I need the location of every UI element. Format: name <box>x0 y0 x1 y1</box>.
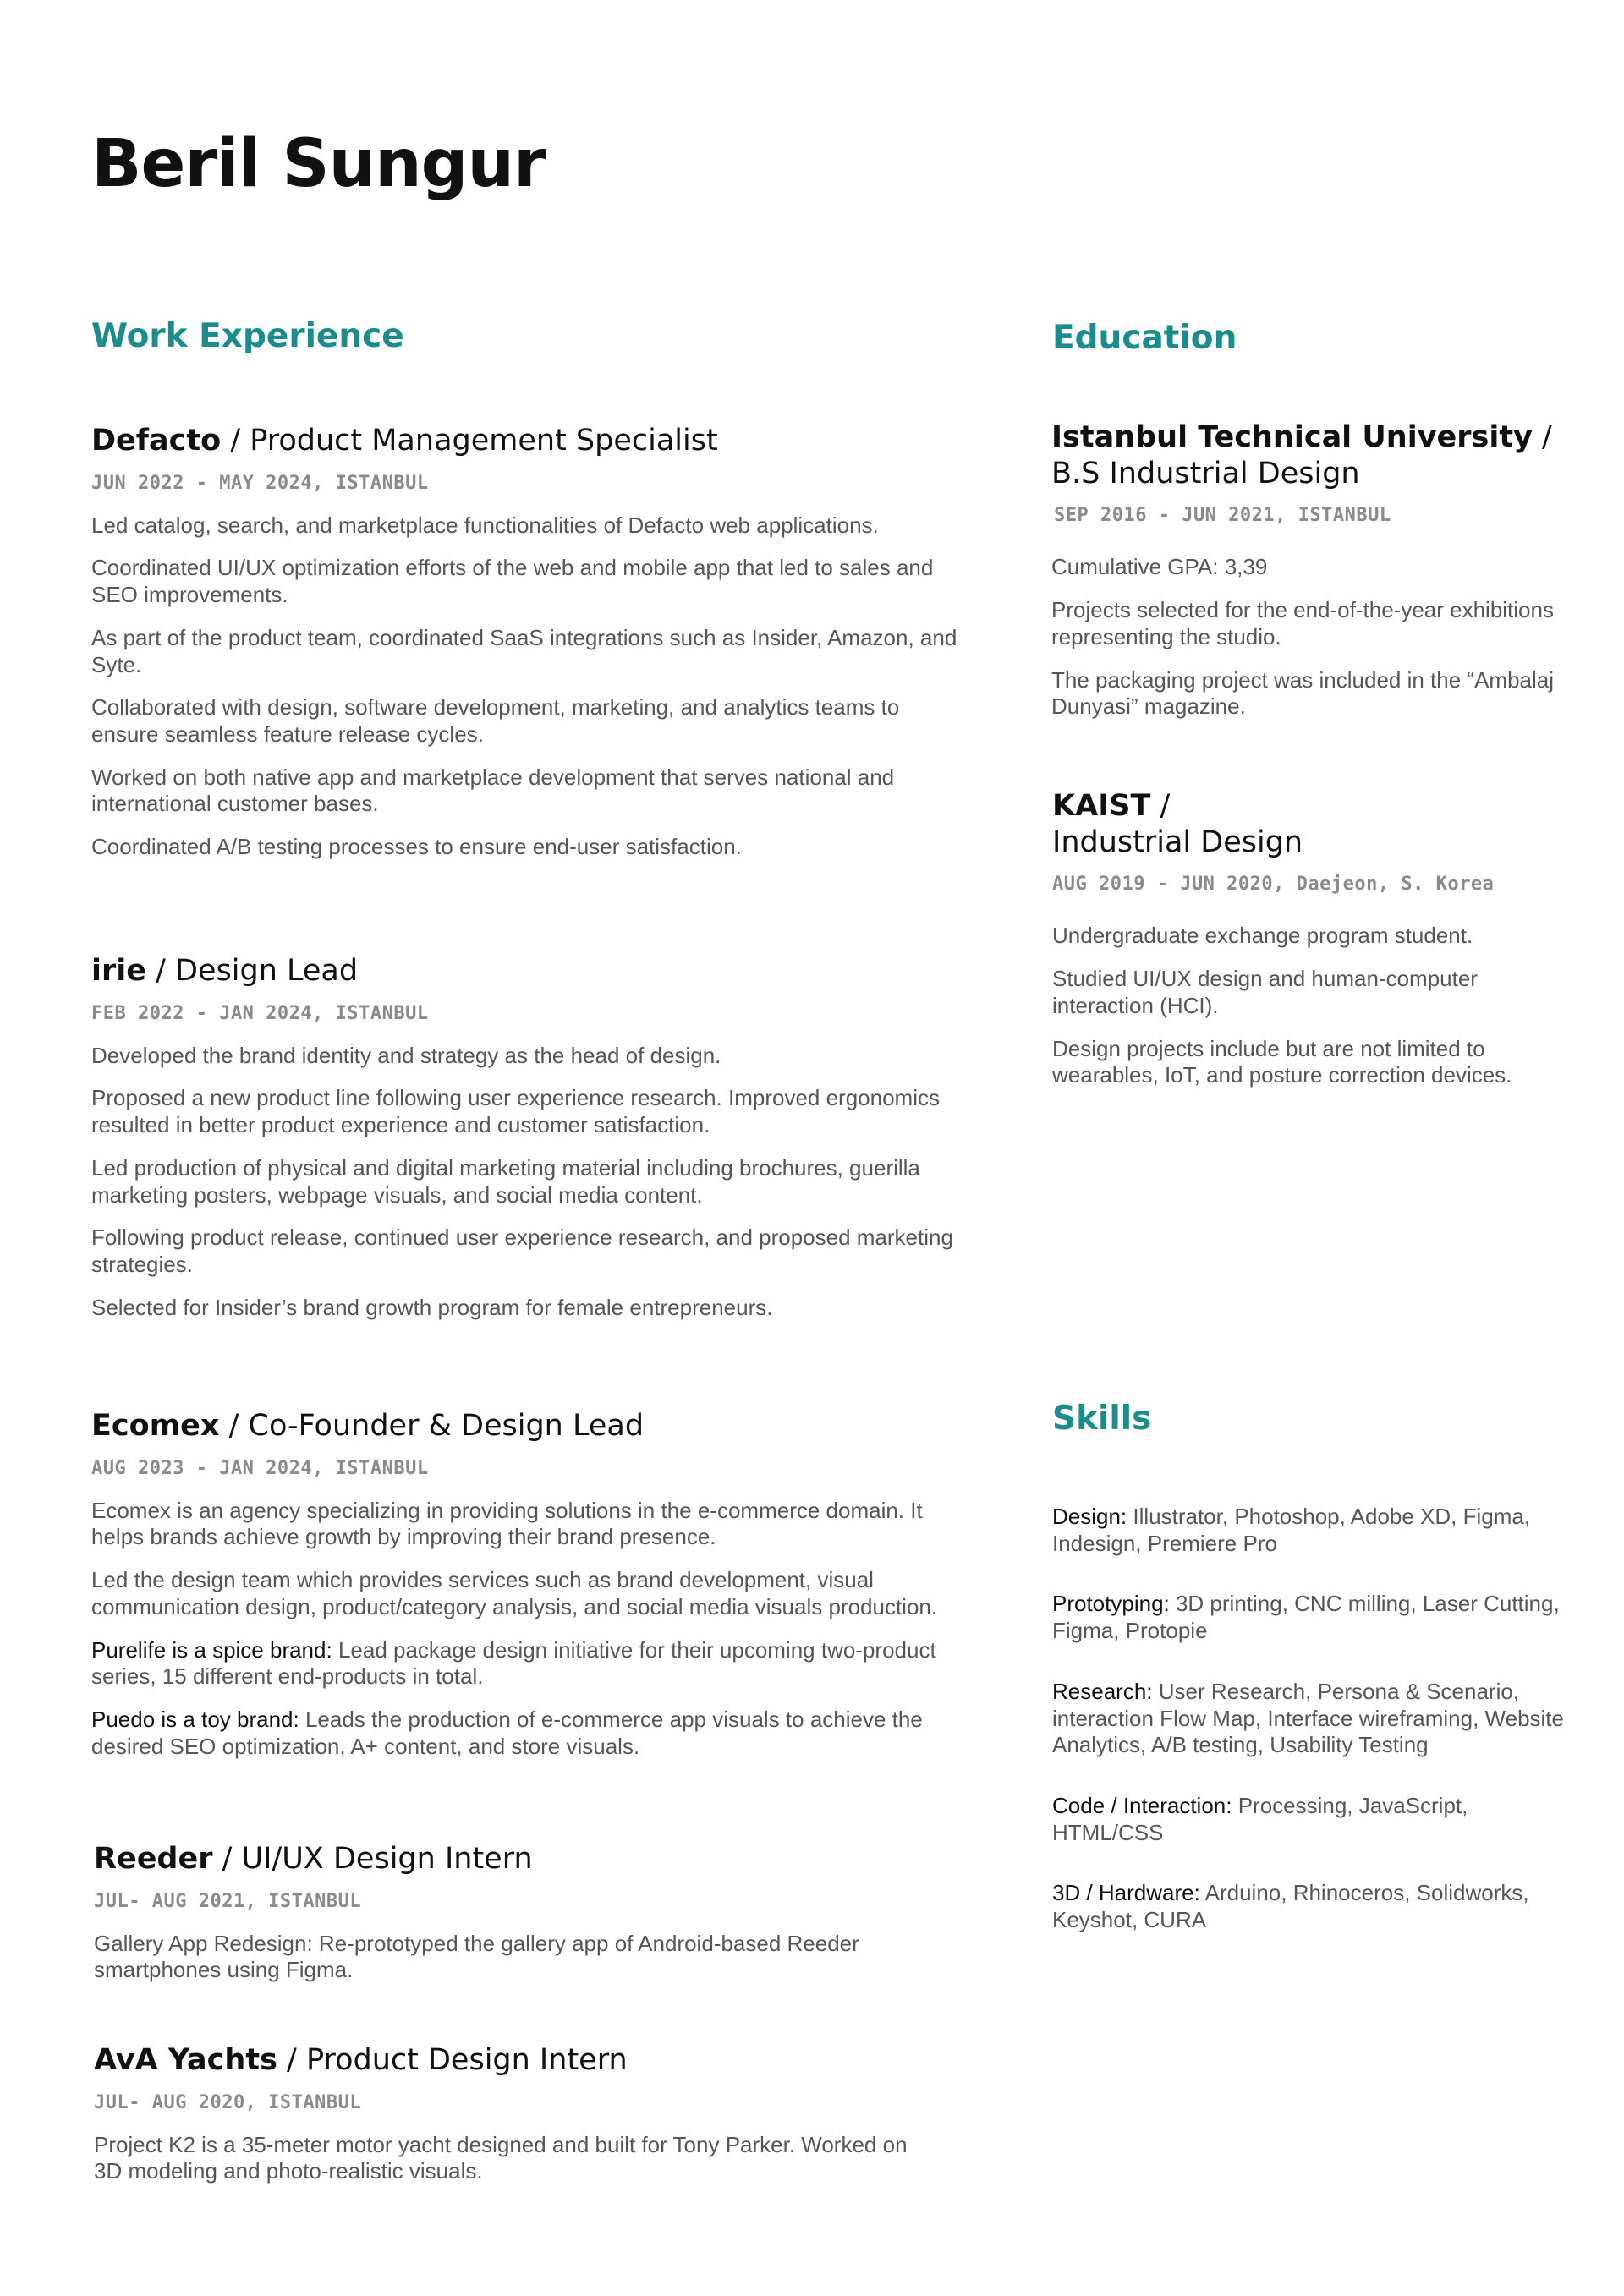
education-detail-item: Design projects include but are not limited to wearables, IoT, and posture correction devices. <box>1052 1035 1512 1088</box>
skill-values: Processing, JavaScript, HTML/CSS <box>1052 1793 1468 1845</box>
title-separator: / <box>221 424 250 458</box>
title-separator: / <box>146 954 176 988</box>
job-role: UI/UX Design Intern <box>241 1842 533 1876</box>
education-detail-item: Projects selected for the end-of-the-year exhibitions representing the studio. <box>1051 597 1554 649</box>
work-detail-item: Proposed a new product line following user experience research. Improved ergonomics resulted in better product experience and customer satisfaction. <box>91 1085 940 1138</box>
work-detail-item: Following product release, continued user experience research, and proposed marketing strategies. <box>91 1225 953 1277</box>
work-detail-item: As part of the product team, coordinated SaaS integrations such as Insider, Amazon, and Syte. <box>91 624 957 677</box>
brand-detail: Leads the production of e-commerce app visuals to achieve the desired SEO optimization, A+ content, and store visuals. <box>91 1707 923 1759</box>
education-detail-item: Cumulative GPA: 3,39 <box>1051 554 1268 580</box>
skill-research <box>1052 1679 1568 1759</box>
skill-values: 3D printing, CNC milling, Laser Cutting, Figma, Protopie <box>1052 1591 1560 1644</box>
work-date: JUN 2022 - MAY 2024, ISTANBUL <box>91 472 429 494</box>
education-date: AUG 2019 - JUN 2020, Daejeon, S. Korea <box>1052 874 1495 896</box>
education-entry-kaist <box>1052 788 1577 1105</box>
skill-code-interaction <box>1052 1793 1568 1846</box>
skill-design <box>1052 1504 1568 1557</box>
work-detail-item: Ecomex is an agency specializing in providing solutions in the e-commerce domain. It helps brands achieve growth by improving their brand presence. <box>91 1497 923 1550</box>
education-heading: Education <box>1052 319 1237 357</box>
education-detail-item: Undergraduate exchange program student. <box>1052 923 1473 949</box>
work-details <box>91 1498 963 1761</box>
education-details <box>1052 923 1577 1089</box>
work-detail-item: Developed the brand identity and strategy as the head of design. <box>91 1042 721 1068</box>
skill-label: Code / Interaction: <box>1052 1793 1232 1819</box>
title-separator: / <box>212 1842 242 1876</box>
skills-list <box>1052 1504 1568 1968</box>
skill-prototyping <box>1052 1591 1568 1644</box>
education-detail-item: The packaging project was included in the “Ambalaj Dunyasi” magazine. <box>1051 666 1555 720</box>
title-separator: / <box>1532 420 1552 454</box>
work-entry-title <box>94 2042 940 2079</box>
degree-name: B.S Industrial Design <box>1051 456 1360 490</box>
company-name: Reeder <box>94 1842 213 1876</box>
education-detail-item: Studied UI/UX design and human-computer interaction (HCI). <box>1052 966 1478 1018</box>
company-name: Ecomex <box>91 1409 220 1443</box>
resume-name: Beril Sungur <box>91 126 546 202</box>
work-date: AUG 2023 - JAN 2024, ISTANBUL <box>91 1457 429 1479</box>
brand-detail: Lead package design initiative for their upcoming two-product series, 15 different end-products in total. <box>91 1636 936 1690</box>
skill-3d-hardware <box>1052 1880 1568 1933</box>
work-detail-item: Led production of physical and digital marketing material including brochures, guerilla marketing posters, webpage visuals, and social media content. <box>91 1154 920 1208</box>
job-role: Co-Founder & Design Lead <box>248 1409 645 1443</box>
work-detail-item: Worked on both native app and marketplace development that serves national and international customer bases. <box>91 764 895 817</box>
work-details <box>94 1931 940 1984</box>
title-separator: / <box>277 2043 306 2077</box>
education-entry-title <box>1052 788 1577 860</box>
skill-values: Illustrator, Photoshop, Adobe XD, Figma, Indesign, Premiere Pro <box>1052 1504 1531 1556</box>
education-entry-itu <box>1051 419 1576 737</box>
skill-values: Arduino, Rhinoceros, Solidworks, Keyshot, CURA <box>1052 1880 1529 1933</box>
skill-label: Research: <box>1052 1678 1153 1704</box>
education-entry-title <box>1051 419 1576 491</box>
work-detail-item: Project K2 is a 35-meter motor yacht designed and built for Tony Parker. Worked on 3D modeling and photo-realistic visuals. <box>94 2131 908 2184</box>
work-entry-reeder <box>94 1841 940 2000</box>
skill-values: User Research, Persona & Scenario, interaction Flow Map, Interface wireframing, Website Analytics, A/B testing, Usability Testing <box>1052 1678 1564 1758</box>
work-experience-heading: Work Experience <box>91 317 404 355</box>
work-detail-item: Led the design team which provides services such as brand development, visual communication design, product/category analysis, and social media visuals production. <box>91 1567 938 1619</box>
skill-label: Prototyping: <box>1052 1591 1170 1617</box>
work-detail-item: Collaborated with design, software development, marketing, and analytics teams to ensure seamless feature release cycles. <box>91 694 900 747</box>
skill-label: 3D / Hardware: <box>1052 1880 1200 1906</box>
job-role: Product Management Specialist <box>250 424 718 458</box>
company-name: Defacto <box>91 424 222 458</box>
work-entry-defacto <box>91 423 963 877</box>
work-detail-item <box>91 1637 963 1690</box>
job-role: Product Design Intern <box>305 2043 628 2077</box>
work-entry-title <box>91 423 963 459</box>
work-detail-item: Coordinated UI/UX optimization efforts of the web and mobile app that led to sales and SEO improvements. <box>91 555 934 608</box>
work-entry-title <box>91 953 963 989</box>
work-entry-irie <box>91 953 963 1337</box>
work-details <box>91 1043 963 1322</box>
work-detail-item: Gallery App Redesign: Re-prototyped the gallery app of Android-based Reeder smartphones using Figma. <box>94 1930 859 1983</box>
job-role: Design Lead <box>175 954 359 988</box>
brand-lead: Puedo is a toy brand: <box>91 1707 299 1732</box>
school-name: KAIST <box>1052 789 1151 823</box>
work-entry-title <box>94 1841 940 1877</box>
degree-name: Industrial Design <box>1052 825 1303 859</box>
education-details <box>1051 554 1576 721</box>
work-details <box>94 2132 940 2185</box>
skills-heading: Skills <box>1052 1400 1152 1438</box>
company-name: irie <box>91 954 146 988</box>
work-detail-item: Selected for Insider’s brand growth program for female entrepreneurs. <box>91 1294 773 1320</box>
work-date: JUL- AUG 2021, ISTANBUL <box>94 1890 362 1912</box>
work-detail-item: Coordinated A/B testing processes to ensure end-user satisfaction. <box>91 834 742 860</box>
work-date: JUL- AUG 2020, ISTANBUL <box>94 2091 362 2113</box>
education-date: SEP 2016 - JUN 2021, ISTANBUL <box>1054 505 1391 527</box>
work-detail-item: Led catalog, search, and marketplace functionalities of Defacto web applications. <box>91 512 879 538</box>
work-details <box>91 512 963 861</box>
work-detail-item <box>91 1707 963 1760</box>
work-entry-ava-yachts <box>94 2042 940 2201</box>
title-separator: / <box>1150 789 1171 823</box>
skill-label: Design: <box>1052 1504 1127 1529</box>
brand-lead: Purelife is a spice brand: <box>91 1636 332 1663</box>
school-name: Istanbul Technical University <box>1051 420 1533 454</box>
title-separator: / <box>219 1409 249 1443</box>
work-entry-ecomex <box>91 1408 963 1776</box>
work-date: FEB 2022 - JAN 2024, ISTANBUL <box>91 1002 429 1024</box>
work-entry-title <box>91 1408 963 1444</box>
company-name: AvA Yachts <box>94 2043 277 2077</box>
